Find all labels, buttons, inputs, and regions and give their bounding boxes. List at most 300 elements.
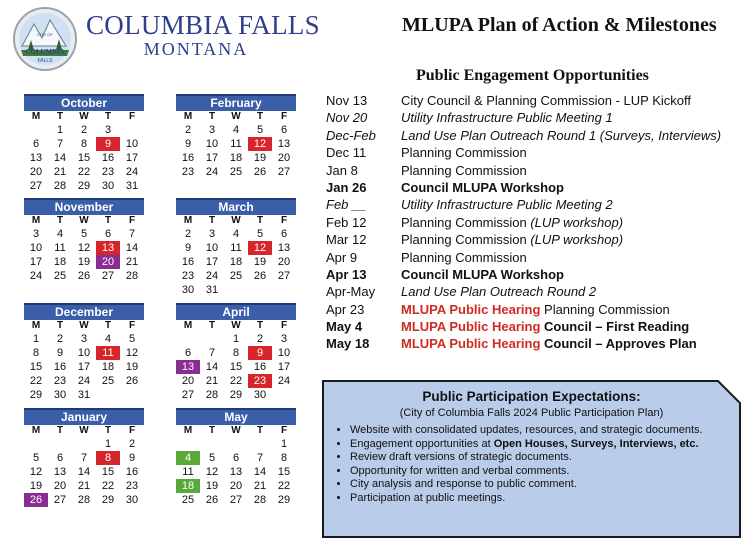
calendar-day: 1 bbox=[32, 333, 40, 345]
calendar-day: 13 bbox=[229, 466, 243, 478]
milestone-row bbox=[326, 109, 746, 126]
calendar-day: 3 bbox=[208, 124, 216, 136]
milestone-date: Nov 13 bbox=[326, 93, 368, 108]
expectation-text: Participation at public meetings. bbox=[350, 491, 506, 504]
milestone-text: Council MLUPA Workshop bbox=[401, 266, 564, 282]
milestone-description bbox=[401, 214, 746, 231]
calendar-day: 13 bbox=[96, 241, 120, 255]
weekday-label: F bbox=[128, 425, 136, 436]
calendar-day: 2 bbox=[128, 438, 136, 450]
milestone-text: Council – First Reading bbox=[540, 319, 690, 335]
calendar-day: 7 bbox=[80, 452, 88, 464]
calendar-day: 7 bbox=[256, 452, 264, 464]
calendar-month bbox=[24, 94, 144, 193]
calendar-day: 19 bbox=[253, 152, 267, 164]
calendar-day bbox=[200, 332, 224, 346]
calendar-day: 9 bbox=[128, 452, 136, 464]
brand-wordmark bbox=[86, 10, 320, 60]
calendar-day: 12 bbox=[125, 347, 139, 359]
milestone-row bbox=[326, 162, 746, 179]
calendar-month bbox=[176, 303, 296, 402]
milestone-schedule bbox=[326, 92, 746, 353]
weekday-label: F bbox=[128, 215, 136, 226]
milestone-text: MLUPA Public Hearing bbox=[401, 319, 541, 335]
calendar-day: 2 bbox=[184, 124, 192, 136]
milestone-description bbox=[401, 179, 746, 196]
milestone-row bbox=[326, 266, 746, 283]
logo-text-top: CITY OF bbox=[37, 32, 53, 37]
calendar-day: 6 bbox=[32, 138, 40, 150]
calendar-day: 10 bbox=[125, 138, 139, 150]
milestone-text: City Council & Planning Commission - LUP Kickoff bbox=[401, 93, 691, 108]
milestone-description bbox=[401, 283, 746, 300]
calendar-day: 30 bbox=[53, 389, 67, 401]
calendar-day: 16 bbox=[101, 152, 115, 164]
weekday-label: M bbox=[183, 111, 193, 122]
weekday-label: T bbox=[104, 215, 112, 226]
calendar-day: 27 bbox=[277, 166, 291, 178]
calendar-day: 3 bbox=[104, 124, 112, 136]
milestone-text: MLUPA Public Hearing bbox=[401, 301, 541, 317]
milestone-description bbox=[401, 109, 746, 126]
calendar-day: 29 bbox=[277, 494, 291, 506]
calendar-day bbox=[120, 388, 144, 402]
calendar-day: 11 bbox=[230, 138, 242, 150]
calendar-day: 2 bbox=[80, 124, 88, 136]
calendar-month bbox=[24, 198, 144, 283]
milestone-row bbox=[326, 249, 746, 266]
milestone-description bbox=[401, 144, 746, 161]
milestone-text: Planning Commission bbox=[401, 214, 531, 230]
weekday-label: F bbox=[128, 111, 136, 122]
weekday-label: M bbox=[31, 320, 41, 331]
month-header: November bbox=[24, 198, 144, 215]
expectation-item bbox=[350, 438, 742, 452]
calendar-day: 8 bbox=[96, 451, 120, 465]
month-header: April bbox=[176, 303, 296, 320]
calendar-day: 5 bbox=[80, 228, 88, 240]
calendar-day: 28 bbox=[77, 494, 91, 506]
calendar-day: 24 bbox=[277, 375, 291, 387]
calendar-day: 26 bbox=[205, 494, 219, 506]
calendar-day: 14 bbox=[125, 242, 139, 254]
calendar-day bbox=[176, 332, 200, 346]
calendar-day: 14 bbox=[205, 361, 219, 373]
weekday-label: T bbox=[256, 111, 264, 122]
milestone-row bbox=[326, 144, 746, 161]
milestone-description bbox=[401, 301, 746, 318]
month-header: December bbox=[24, 303, 144, 320]
calendar-day: 5 bbox=[256, 228, 264, 240]
calendar-day: 16 bbox=[181, 152, 195, 164]
weekday-label: W bbox=[79, 215, 89, 226]
month-grid bbox=[24, 215, 144, 283]
calendar-day: 24 bbox=[125, 166, 139, 178]
milestone-text: Planning Commission bbox=[401, 249, 527, 265]
milestone-description bbox=[401, 249, 746, 266]
milestone-text: Council – Approves Plan bbox=[540, 336, 697, 352]
calendar-day: 31 bbox=[77, 389, 91, 401]
weekday-label: T bbox=[208, 111, 216, 122]
calendar-day: 14 bbox=[53, 152, 67, 164]
milestone-description bbox=[401, 162, 746, 179]
calendar-day: 12 bbox=[205, 466, 219, 478]
calendar-day: 23 bbox=[101, 166, 115, 178]
milestone-text: Land Use Plan Outreach Round 2 bbox=[401, 284, 597, 300]
calendar-day bbox=[248, 437, 272, 451]
milestone-date: May 4 bbox=[326, 319, 363, 335]
milestone-date: Mar 12 bbox=[326, 232, 367, 248]
calendar-day: 13 bbox=[176, 360, 200, 374]
calendar-day: 4 bbox=[104, 333, 112, 345]
calendar-day: 16 bbox=[125, 466, 139, 478]
milestone-text: Planning Commission bbox=[401, 232, 531, 248]
calendar-day: 22 bbox=[229, 375, 243, 387]
calendar-day: 19 bbox=[205, 480, 219, 492]
calendar-day: 26 bbox=[253, 166, 267, 178]
month-header: October bbox=[24, 94, 144, 111]
calendar-day: 3 bbox=[32, 228, 40, 240]
milestone-row bbox=[326, 335, 746, 352]
calendar-day: 5 bbox=[32, 452, 40, 464]
month-grid bbox=[24, 425, 144, 507]
calendar-day: 20 bbox=[29, 166, 43, 178]
calendar-day: 5 bbox=[208, 452, 216, 464]
calendar-day: 20 bbox=[277, 256, 291, 268]
calendar-day: 26 bbox=[253, 270, 267, 282]
calendar-day bbox=[224, 283, 248, 297]
weekday-label: W bbox=[79, 111, 89, 122]
calendar-day: 17 bbox=[277, 361, 291, 373]
expectation-text: Engagement opportunities at bbox=[350, 437, 494, 450]
calendar-day: 2 bbox=[256, 333, 264, 345]
milestone-description bbox=[401, 92, 746, 109]
calendar-day: 4 bbox=[232, 228, 240, 240]
calendar-day: 8 bbox=[232, 347, 240, 359]
weekday-label: F bbox=[280, 320, 288, 331]
expectation-text: Review draft versions of strategic documents. bbox=[350, 451, 572, 464]
calendar-day: 5 bbox=[128, 333, 136, 345]
calendar-day: 18 bbox=[229, 256, 243, 268]
calendar-day: 27 bbox=[277, 270, 291, 282]
calendar-day: 14 bbox=[253, 466, 267, 478]
calendar-day: 30 bbox=[253, 389, 267, 401]
month-header: January bbox=[24, 408, 144, 425]
calendar-day: 11 bbox=[182, 466, 194, 478]
calendar-day: 13 bbox=[277, 242, 291, 254]
page-title: MLUPA Plan of Action & Milestones bbox=[402, 14, 717, 36]
month-header: March bbox=[176, 198, 296, 215]
calendar-day: 10 bbox=[29, 242, 43, 254]
weekday-label: W bbox=[231, 425, 241, 436]
milestone-date: Jan 8 bbox=[326, 162, 358, 178]
calendar-day bbox=[48, 437, 72, 451]
calendar-day: 16 bbox=[181, 256, 195, 268]
calendar-day bbox=[72, 437, 96, 451]
calendar-day: 20 bbox=[229, 480, 243, 492]
calendar-day: 19 bbox=[125, 361, 139, 373]
calendar-day: 29 bbox=[101, 494, 115, 506]
calendar-day: 3 bbox=[280, 333, 288, 345]
milestone-row bbox=[326, 283, 746, 300]
calendar-day: 23 bbox=[181, 270, 195, 282]
calendar-day: 15 bbox=[277, 466, 291, 478]
weekday-label: W bbox=[231, 111, 241, 122]
calendar-day: 2 bbox=[56, 333, 64, 345]
calendar-day: 30 bbox=[181, 284, 195, 296]
calendar-day: 20 bbox=[96, 255, 120, 269]
milestone-text: MLUPA Public Hearing bbox=[401, 336, 541, 352]
calendar-day: 12 bbox=[248, 137, 272, 151]
expectations-title: Public Participation Expectations: bbox=[422, 389, 641, 404]
calendar-day: 28 bbox=[53, 180, 67, 192]
milestone-date: Dec 11 bbox=[326, 145, 367, 161]
calendar-day: 10 bbox=[77, 347, 91, 359]
weekday-label: T bbox=[256, 215, 264, 226]
city-logo bbox=[12, 6, 78, 72]
calendar-day: 7 bbox=[56, 138, 64, 150]
milestone-row bbox=[326, 214, 746, 231]
milestone-description bbox=[401, 231, 746, 248]
expectation-item bbox=[350, 451, 742, 465]
weekday-label: F bbox=[128, 320, 136, 331]
weekday-label: W bbox=[79, 320, 89, 331]
milestone-text: Utility Infrastructure Public Meeting 1 bbox=[401, 110, 613, 126]
milestone-row bbox=[326, 318, 746, 335]
milestone-date: Apr 13 bbox=[326, 266, 367, 282]
milestone-description bbox=[401, 266, 746, 283]
calendar-day: 1 bbox=[232, 333, 240, 345]
weekday-label: T bbox=[104, 320, 112, 331]
expectation-item bbox=[350, 424, 742, 438]
milestone-description bbox=[401, 335, 746, 352]
weekday-label: T bbox=[56, 215, 64, 226]
month-grid bbox=[176, 111, 296, 179]
calendar-day: 10 bbox=[277, 347, 291, 359]
calendar-day: 8 bbox=[280, 452, 288, 464]
weekday-label: F bbox=[280, 111, 288, 122]
expectation-item bbox=[350, 465, 742, 479]
calendar-day: 24 bbox=[77, 375, 91, 387]
month-grid bbox=[176, 425, 296, 507]
month-header: February bbox=[176, 94, 296, 111]
expectation-text: Open Houses, Surveys, Interviews, etc. bbox=[493, 437, 699, 450]
calendar-day: 23 bbox=[53, 375, 67, 387]
milestone-row bbox=[326, 92, 746, 109]
calendar-day: 13 bbox=[277, 138, 291, 150]
calendar-day: 21 bbox=[205, 375, 219, 387]
calendar-month bbox=[176, 408, 296, 507]
calendar-day: 27 bbox=[229, 494, 243, 506]
milestone-date: Apr 9 bbox=[326, 249, 358, 265]
milestone-text: Planning Commission bbox=[401, 145, 527, 161]
month-grid bbox=[176, 215, 296, 297]
calendar-day: 9 bbox=[184, 242, 192, 254]
logo-text-mid: COLUMBIA bbox=[25, 48, 65, 56]
expectation-item bbox=[350, 492, 742, 506]
calendar-day: 14 bbox=[77, 466, 91, 478]
calendar-day: 24 bbox=[205, 166, 219, 178]
weekday-label: M bbox=[31, 425, 41, 436]
calendar-day: 17 bbox=[205, 152, 219, 164]
calendar-day: 10 bbox=[205, 242, 219, 254]
calendar-day: 23 bbox=[248, 374, 272, 388]
calendar-day bbox=[24, 437, 48, 451]
calendar-day: 11 bbox=[96, 346, 120, 360]
calendar-day: 9 bbox=[184, 138, 192, 150]
calendar-day: 4 bbox=[232, 124, 240, 136]
calendar-day: 6 bbox=[232, 452, 240, 464]
calendar-day: 8 bbox=[32, 347, 40, 359]
weekday-label: T bbox=[56, 111, 64, 122]
calendar-day: 21 bbox=[125, 256, 139, 268]
weekday-label: T bbox=[256, 425, 264, 436]
expectations-box bbox=[322, 380, 741, 538]
calendar-day: 3 bbox=[208, 228, 216, 240]
milestone-text: (LUP workshop) bbox=[530, 232, 624, 248]
calendar-day: 28 bbox=[253, 494, 267, 506]
calendar-day bbox=[272, 283, 296, 297]
month-header: May bbox=[176, 408, 296, 425]
weekday-label: F bbox=[280, 425, 288, 436]
calendar-day: 6 bbox=[104, 228, 112, 240]
expectation-text: Opportunity for written and verbal comments. bbox=[350, 464, 570, 477]
calendar-day: 18 bbox=[176, 479, 200, 493]
calendar-day: 17 bbox=[77, 361, 91, 373]
calendar-day: 9 bbox=[56, 347, 64, 359]
calendar-day bbox=[24, 123, 48, 137]
calendar-day: 24 bbox=[205, 270, 219, 282]
calendar-day: 17 bbox=[205, 256, 219, 268]
calendar-day: 22 bbox=[77, 166, 91, 178]
milestone-date: Nov 20 bbox=[326, 110, 368, 126]
calendar-day: 22 bbox=[29, 375, 43, 387]
calendar-day: 30 bbox=[101, 180, 115, 192]
calendar-day: 1 bbox=[280, 438, 288, 450]
calendar-day bbox=[224, 437, 248, 451]
calendar-day: 7 bbox=[208, 347, 216, 359]
calendar-day: 26 bbox=[24, 493, 48, 507]
expectations-list bbox=[338, 424, 742, 506]
weekday-label: T bbox=[208, 425, 216, 436]
milestone-date: Apr 23 bbox=[326, 301, 365, 317]
milestone-description bbox=[401, 318, 746, 335]
weekday-label: T bbox=[104, 425, 112, 436]
milestone-text: (LUP workshop) bbox=[530, 214, 624, 230]
calendar-day: 23 bbox=[125, 480, 139, 492]
calendar-day: 27 bbox=[29, 180, 43, 192]
calendar-day: 19 bbox=[77, 256, 91, 268]
calendar-day: 17 bbox=[29, 256, 43, 268]
calendar-day: 18 bbox=[229, 152, 243, 164]
brand-name: COLUMBIA FALLS bbox=[86, 10, 320, 40]
calendar-day bbox=[248, 283, 272, 297]
calendar-day: 2 bbox=[184, 228, 192, 240]
calendar-day: 6 bbox=[280, 228, 288, 240]
milestone-text: Planning Commission bbox=[540, 301, 670, 317]
calendar-day: 21 bbox=[77, 480, 91, 492]
expectation-text: Website with consolidated updates, resources, and strategic documents. bbox=[350, 424, 703, 436]
calendar-day: 13 bbox=[53, 466, 67, 478]
milestone-description bbox=[401, 196, 746, 213]
calendar-day: 12 bbox=[77, 242, 91, 254]
month-grid bbox=[24, 111, 144, 193]
calendar-day: 4 bbox=[176, 451, 200, 465]
calendar-day: 29 bbox=[77, 180, 91, 192]
calendar-day: 15 bbox=[101, 466, 115, 478]
calendar-day: 21 bbox=[53, 166, 67, 178]
calendar-day: 11 bbox=[54, 242, 66, 254]
weekday-label: M bbox=[183, 320, 193, 331]
calendar-day: 7 bbox=[128, 228, 136, 240]
calendar-day: 20 bbox=[53, 480, 67, 492]
weekday-label: M bbox=[183, 215, 193, 226]
calendar-day: 1 bbox=[104, 438, 112, 450]
milestone-row bbox=[326, 127, 746, 144]
milestone-text: Utility Infrastructure Public Meeting 2 bbox=[401, 197, 613, 213]
calendar-day: 26 bbox=[77, 270, 91, 282]
calendar-day: 11 bbox=[230, 242, 242, 254]
milestone-text: Council MLUPA Workshop bbox=[401, 179, 564, 195]
calendar-day: 23 bbox=[181, 166, 195, 178]
weekday-label: W bbox=[79, 425, 89, 436]
calendar-day: 19 bbox=[253, 256, 267, 268]
calendar-day bbox=[120, 123, 144, 137]
month-grid bbox=[24, 320, 144, 402]
calendar-day: 27 bbox=[101, 270, 115, 282]
calendar-day bbox=[96, 388, 120, 402]
weekday-label: W bbox=[231, 320, 241, 331]
calendar-day: 18 bbox=[53, 256, 67, 268]
weekday-label: M bbox=[31, 215, 41, 226]
calendar-day: 6 bbox=[280, 124, 288, 136]
calendar-day: 17 bbox=[125, 152, 139, 164]
calendar-day: 1 bbox=[56, 124, 64, 136]
calendar-day: 15 bbox=[29, 361, 43, 373]
calendar-day bbox=[272, 388, 296, 402]
weekday-label: T bbox=[104, 111, 112, 122]
logo-text-bot: FALLS bbox=[37, 58, 53, 64]
milestone-text: Land Use Plan Outreach Round 1 (Surveys, Interviews) bbox=[401, 127, 722, 143]
calendar-day: 31 bbox=[125, 180, 139, 192]
calendar-day: 13 bbox=[29, 152, 43, 164]
calendar-day bbox=[176, 437, 200, 451]
milestone-row bbox=[326, 179, 746, 196]
expectations-subtitle: (City of Columbia Falls 2024 Public Participation Plan) bbox=[399, 407, 664, 419]
calendar-day: 12 bbox=[248, 241, 272, 255]
milestone-row bbox=[326, 231, 746, 248]
calendar-day: 8 bbox=[80, 138, 88, 150]
weekday-label: T bbox=[208, 215, 216, 226]
calendar-day: 16 bbox=[53, 361, 67, 373]
calendar-day: 10 bbox=[205, 138, 219, 150]
calendar-day: 4 bbox=[56, 228, 64, 240]
calendar-day: 16 bbox=[253, 361, 267, 373]
calendar-day: 18 bbox=[101, 361, 115, 373]
weekday-label: M bbox=[31, 111, 41, 122]
calendar-day: 22 bbox=[277, 480, 291, 492]
calendar-day: 9 bbox=[96, 137, 120, 151]
weekday-label: F bbox=[280, 215, 288, 226]
calendar-month bbox=[24, 408, 144, 507]
calendar-day: 6 bbox=[184, 347, 192, 359]
calendar-day: 28 bbox=[205, 389, 219, 401]
weekday-label: T bbox=[56, 320, 64, 331]
calendar-day: 31 bbox=[205, 284, 219, 296]
calendar-day: 20 bbox=[277, 152, 291, 164]
calendar-month bbox=[24, 303, 144, 402]
calendar-day: 22 bbox=[101, 480, 115, 492]
